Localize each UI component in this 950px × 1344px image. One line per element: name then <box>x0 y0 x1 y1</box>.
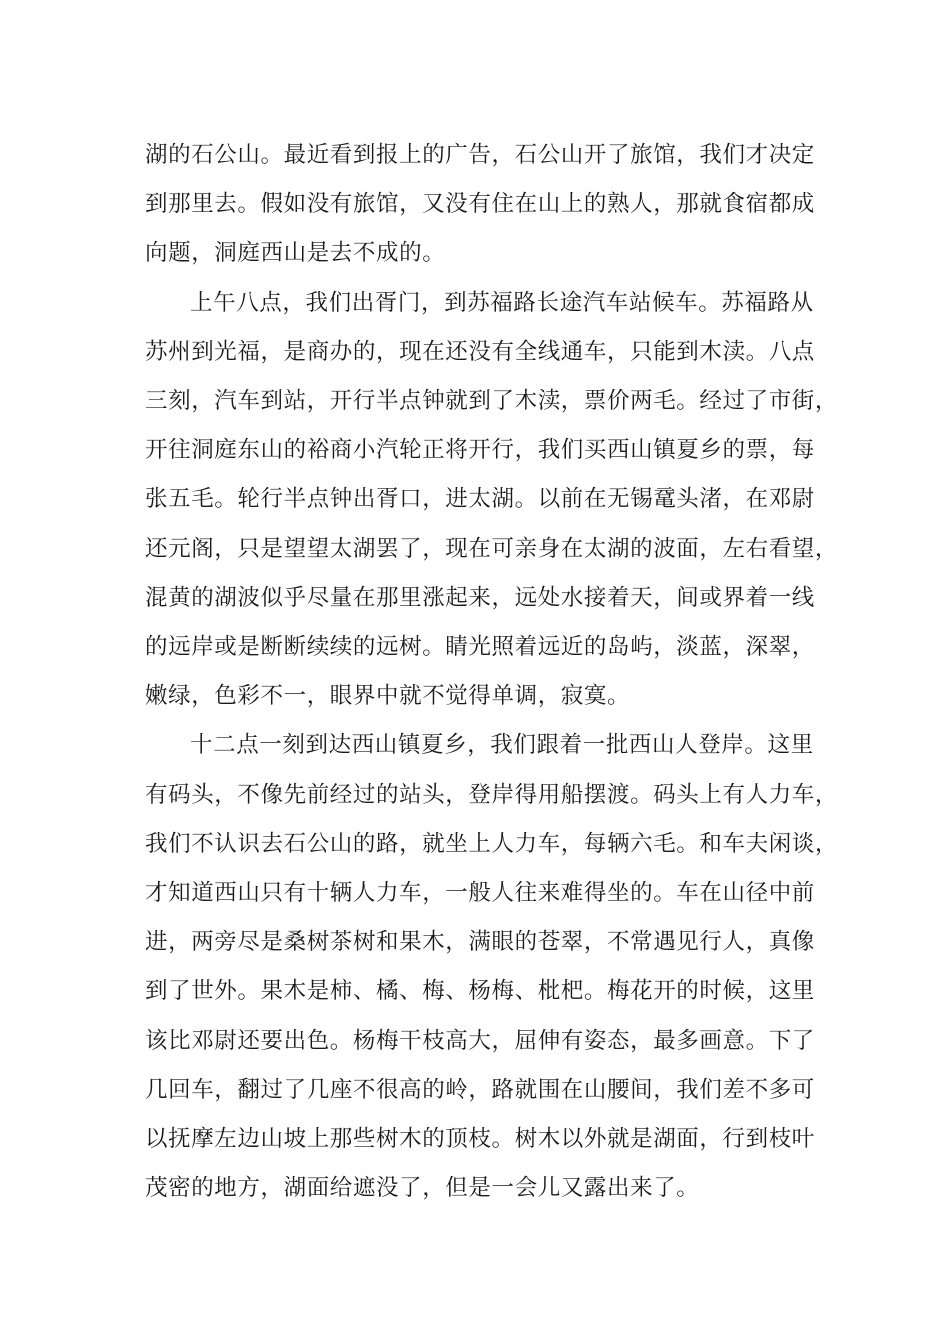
text-line: 才知道西山只有十辆人力车，一般人往来难得坐的。车在山径中前 <box>145 880 815 907</box>
text-line: 以抚摩左边山坡上那些树木的顶枝。树木以外就是湖面，行到枝叶 <box>145 1126 815 1153</box>
text-line: 张五毛。轮行半点钟出胥口，进太湖。以前在无锡鼋头渚，在邓尉 <box>145 486 815 513</box>
text-line: 向题，洞庭西山是去不成的。 <box>145 240 446 267</box>
text-line: 嫩绿，色彩不一，眼界中就不觉得单调，寂寞。 <box>145 683 631 710</box>
text-line: 苏州到光福，是商办的，现在还没有全线通车，只能到木渎。八点 <box>145 338 815 365</box>
text-line: 还元阁，只是望望太湖罢了，现在可亲身在太湖的波面，左右看望， <box>145 535 839 562</box>
text-line: 几回车，翻过了几座不很高的岭，路就围在山腰间，我们差不多可 <box>145 1076 815 1103</box>
text-line: 茂密的地方，湖面给遮没了，但是一会儿又露出来了。 <box>145 1175 700 1202</box>
text-line: 进，两旁尽是桑树茶树和果木，满眼的苍翠，不常遇见行人，真像 <box>145 929 815 956</box>
paragraph-start-line: 十二点一刻到达西山镇夏乡，我们跟着一批西山人登岸。这里 <box>190 732 814 759</box>
text-line: 开往洞庭东山的裕商小汽轮正将开行，我们买西山镇夏乡的票，每 <box>145 437 815 464</box>
text-line: 有码头，不像先前经过的站头，登岸得用船摆渡。码头上有人力车， <box>145 781 839 808</box>
text-line: 到了世外。果木是柿、橘、梅、杨梅、枇杷。梅花开的时候，这里 <box>145 978 815 1005</box>
text-line: 我们不认识去石公山的路，就坐上人力车，每辆六毛。和车夫闲谈， <box>145 830 839 857</box>
text-line: 湖的石公山。最近看到报上的广告，石公山开了旅馆，我们才决定 <box>145 142 815 168</box>
paragraph-start-line: 上午八点，我们出胥门，到苏福路长途汽车站候车。苏福路从 <box>190 289 814 316</box>
text-line: 混黄的湖波似乎尽量在那里涨起来，远处水接着天，间或界着一线 <box>145 584 815 611</box>
text-line: 的远岸或是断断续续的远树。睛光照着远近的岛屿，淡蓝，深翠， <box>145 634 815 661</box>
text-line: 到那里去。假如没有旅馆，又没有住在山上的熟人，那就食宿都成 <box>145 191 815 218</box>
text-line: 该比邓尉还要出色。杨梅干枝高大，屈伸有姿态，最多画意。下了 <box>145 1027 815 1054</box>
body-text <box>145 131 845 1213</box>
text-line: 三刻，汽车到站，开行半点钟就到了木渎，票价两毛。经过了市街， <box>145 388 839 415</box>
